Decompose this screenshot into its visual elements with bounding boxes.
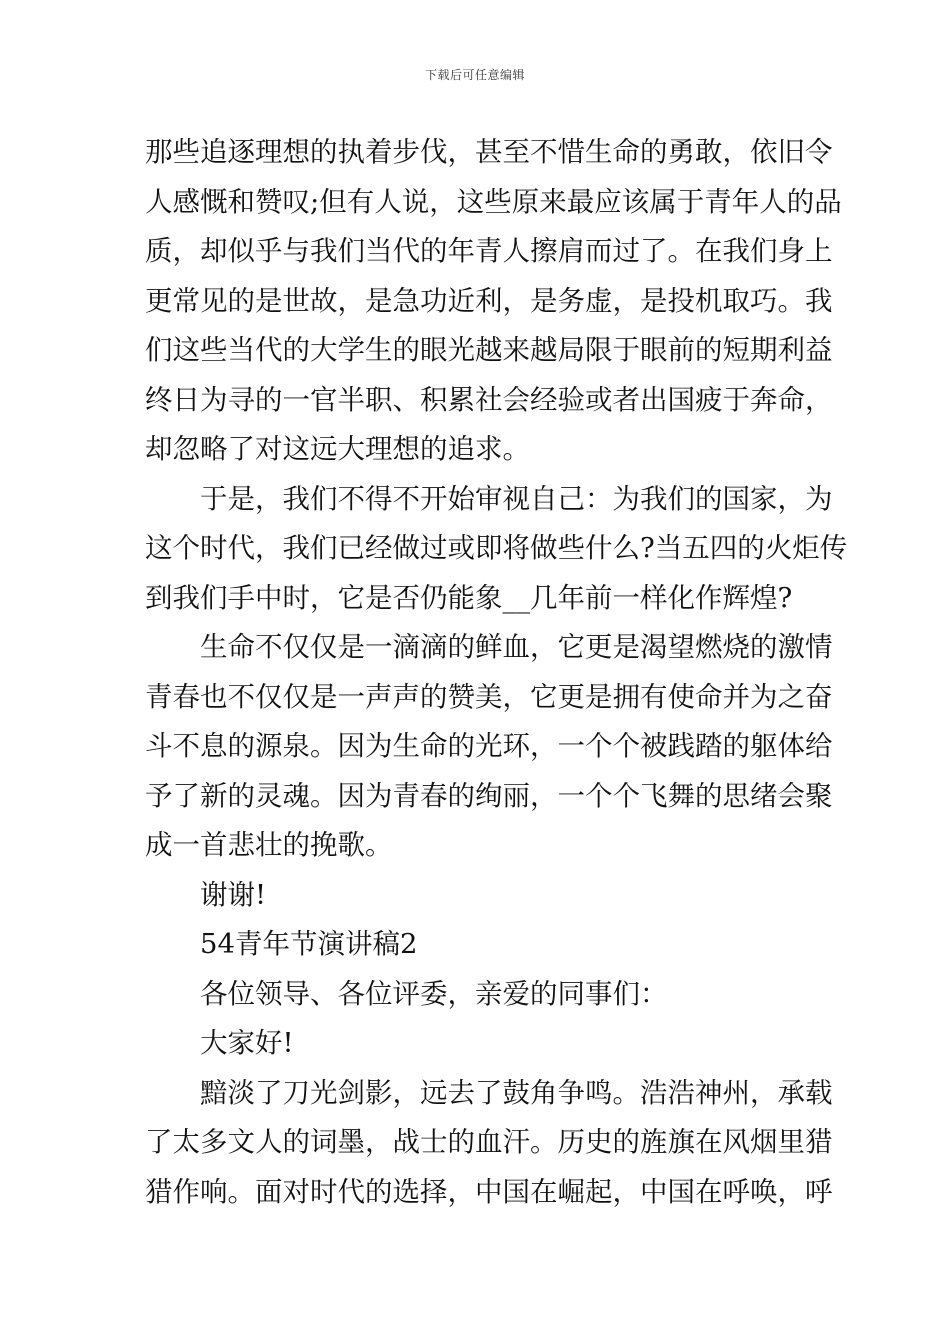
text-line: 这个时代，我们已经做过或即将做些什么?当五四的火炬传 (145, 532, 848, 564)
text-line: 大家好! (200, 1027, 294, 1059)
text-line: 各位领导、各位评委，亲爱的同事们： (200, 977, 668, 1010)
page-header: 下载后可任意编辑 (424, 68, 525, 82)
text-line: 谢谢! (200, 878, 267, 911)
text-line: 54青年节演讲稿2 (200, 928, 418, 960)
document-body (145, 128, 848, 1217)
text-line: 斗不息的源泉。因为生命的光环，一个个被践踏的躯体给 (145, 730, 833, 762)
text-line: 黯淡了刀光剑影，远去了鼓角争鸣。浩浩神州，承载 (200, 1076, 833, 1109)
text-line: 人感慨和赞叹;但有人说，这些原来最应该属于青年人的品 (145, 185, 842, 218)
text-line: 猎作响。面对时代的选择，中国在崛起，中国在呼唤，呼 (145, 1175, 833, 1208)
text-line: 却忽略了对这远大理想的追求。 (145, 433, 530, 465)
text-line: 予了新的灵魂。因为青春的绚丽，一个个飞舞的思绪会聚 (145, 779, 833, 812)
text-line: 更常见的是世故，是急功近利，是务虚，是投机取巧。我 (145, 284, 833, 317)
text-line: 终日为寻的一官半职、积累社会经验或者出国疲于奔命， (145, 383, 833, 416)
text-line: 生命不仅仅是一滴滴的鲜血，它更是渴望燃烧的激情 (200, 631, 833, 663)
text-line: 于是，我们不得不开始审视自己：为我们的国家，为 (200, 482, 833, 515)
text-line: 们这些当代的大学生的眼光越来越局限于眼前的短期利益 (145, 334, 833, 366)
text-line: 到我们手中时，它是否仍能象__几年前一样化作辉煌? (145, 581, 793, 614)
text-line: 青春也不仅仅是一声声的赞美，它更是拥有使命并为之奋 (145, 680, 833, 713)
text-line: 那些追逐理想的执着步伐，甚至不惜生命的勇敢，依旧令 (145, 136, 833, 168)
text-line: 了太多文人的词墨，战士的血汗。历史的旌旗在风烟里猎 (145, 1126, 833, 1158)
text-line: 质，却似乎与我们当代的年青人擦肩而过了。在我们身上 (145, 235, 833, 267)
text-line: 成一首悲壮的挽歌。 (145, 829, 393, 861)
